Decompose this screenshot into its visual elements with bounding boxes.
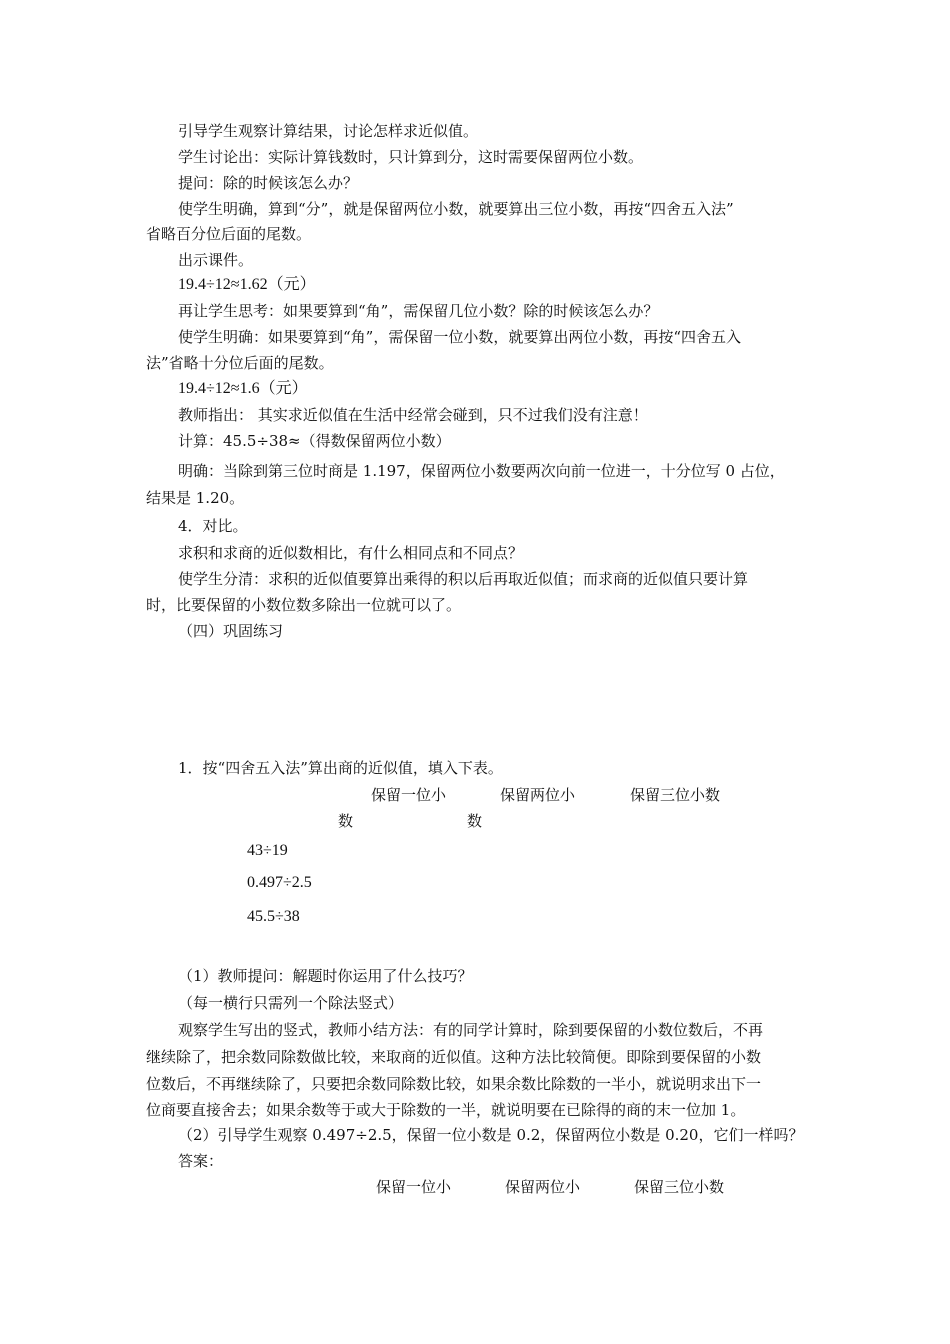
- text-line: 时，比要保留的小数位数多除出一位就可以了。: [146, 596, 462, 614]
- text-line: （2）引导学生观察 0.497÷2.5，保留一位小数是 0.2，保留两位小数是 0.20，它们一样吗？: [178, 1126, 804, 1144]
- table-header-wrap: 数: [467, 812, 483, 830]
- formula-line: 19.4÷12≈1.6（元）: [178, 380, 308, 397]
- text-line: 计算：45.5÷38≈（得数保留两位小数）: [178, 432, 451, 450]
- table-header: 保留三位小数: [630, 786, 721, 804]
- formula-line: 19.4÷12≈1.62（元）: [178, 276, 316, 293]
- text-line: （1）教师提问：解题时你运用了什么技巧？: [178, 967, 473, 985]
- section-heading: 4．对比。: [178, 517, 248, 535]
- text-line: 引导学生观察计算结果，讨论怎样求近似值。: [178, 122, 479, 140]
- text-line: 使学生明确，算到“分”，就是保留两位小数，就要算出三位小数，再按“四舍五入法”: [178, 200, 734, 218]
- table-row-label: 0.497÷2.5: [247, 874, 312, 891]
- exercise-instruction: 1．按“四舍五入法”算出商的近似值，填入下表。: [178, 759, 503, 777]
- text-line: （每一横行只需列一个除法竖式）: [178, 994, 404, 1012]
- text-line: 使学生分清：求积的近似值要算出乘得的积以后再取近似值；而求商的近似值只要计算: [178, 570, 749, 588]
- text-line: 学生讨论出：实际计算钱数时，只计算到分，这时需要保留两位小数。: [178, 148, 644, 166]
- text-line: 教师指出： 其实求近似值在生活中经常会碰到，只不过我们没有注意！: [178, 406, 648, 424]
- text-line: 再让学生思考：如果要算到“角”，需保留几位小数？除的时候该怎么办？: [178, 302, 659, 320]
- table-header-wrap: 数: [338, 812, 354, 830]
- text-line: 使学生明确：如果要算到“角”，需保留一位小数，就要算出两位小数，再按“四舍五入: [178, 328, 742, 346]
- text-line: 位商要直接舍去；如果余数等于或大于除数的一半，就说明要在已除得的商的末一位加 1。: [146, 1101, 746, 1119]
- text-line: 继续除了，把余数同除数做比较，来取商的近似值。这种方法比较简便。即除到要保留的小数: [146, 1048, 762, 1066]
- table-header: 保留两位小: [500, 786, 576, 804]
- text-line: 出示课件。: [178, 251, 254, 269]
- table-header: 保留一位小: [371, 786, 447, 804]
- text-line: 省略百分位后面的尾数。: [146, 225, 312, 243]
- text-line: 位数后，不再继续除了，只要把余数同除数比较，如果余数比除数的一半小，就说明求出下一: [146, 1075, 762, 1093]
- table-row-label: 45.5÷38: [247, 908, 300, 925]
- section-heading: （四）巩固练习: [178, 622, 284, 640]
- text-line: 结果是 1.20。: [146, 489, 245, 507]
- text-line: 答案：: [178, 1152, 224, 1170]
- table-row-label: 43÷19: [247, 842, 288, 859]
- text-line: 法”省略十分位后面的尾数。: [146, 354, 334, 372]
- text-line: 求积和求商的近似数相比，有什么相同点和不同点？: [178, 544, 524, 562]
- table-header: 保留一位小: [376, 1178, 452, 1196]
- text-line: 提问：除的时候该怎么办？: [178, 174, 359, 192]
- text-line: 明确：当除到第三位时商是 1.197，保留两位小数要两次向前一位进一，十分位写 0 占位，: [178, 462, 785, 480]
- text-line: 观察学生写出的竖式，教师小结方法：有的同学计算时，除到要保留的小数位数后，不再: [178, 1021, 764, 1039]
- table-header: 保留三位小数: [634, 1178, 725, 1196]
- table-header: 保留两位小: [505, 1178, 581, 1196]
